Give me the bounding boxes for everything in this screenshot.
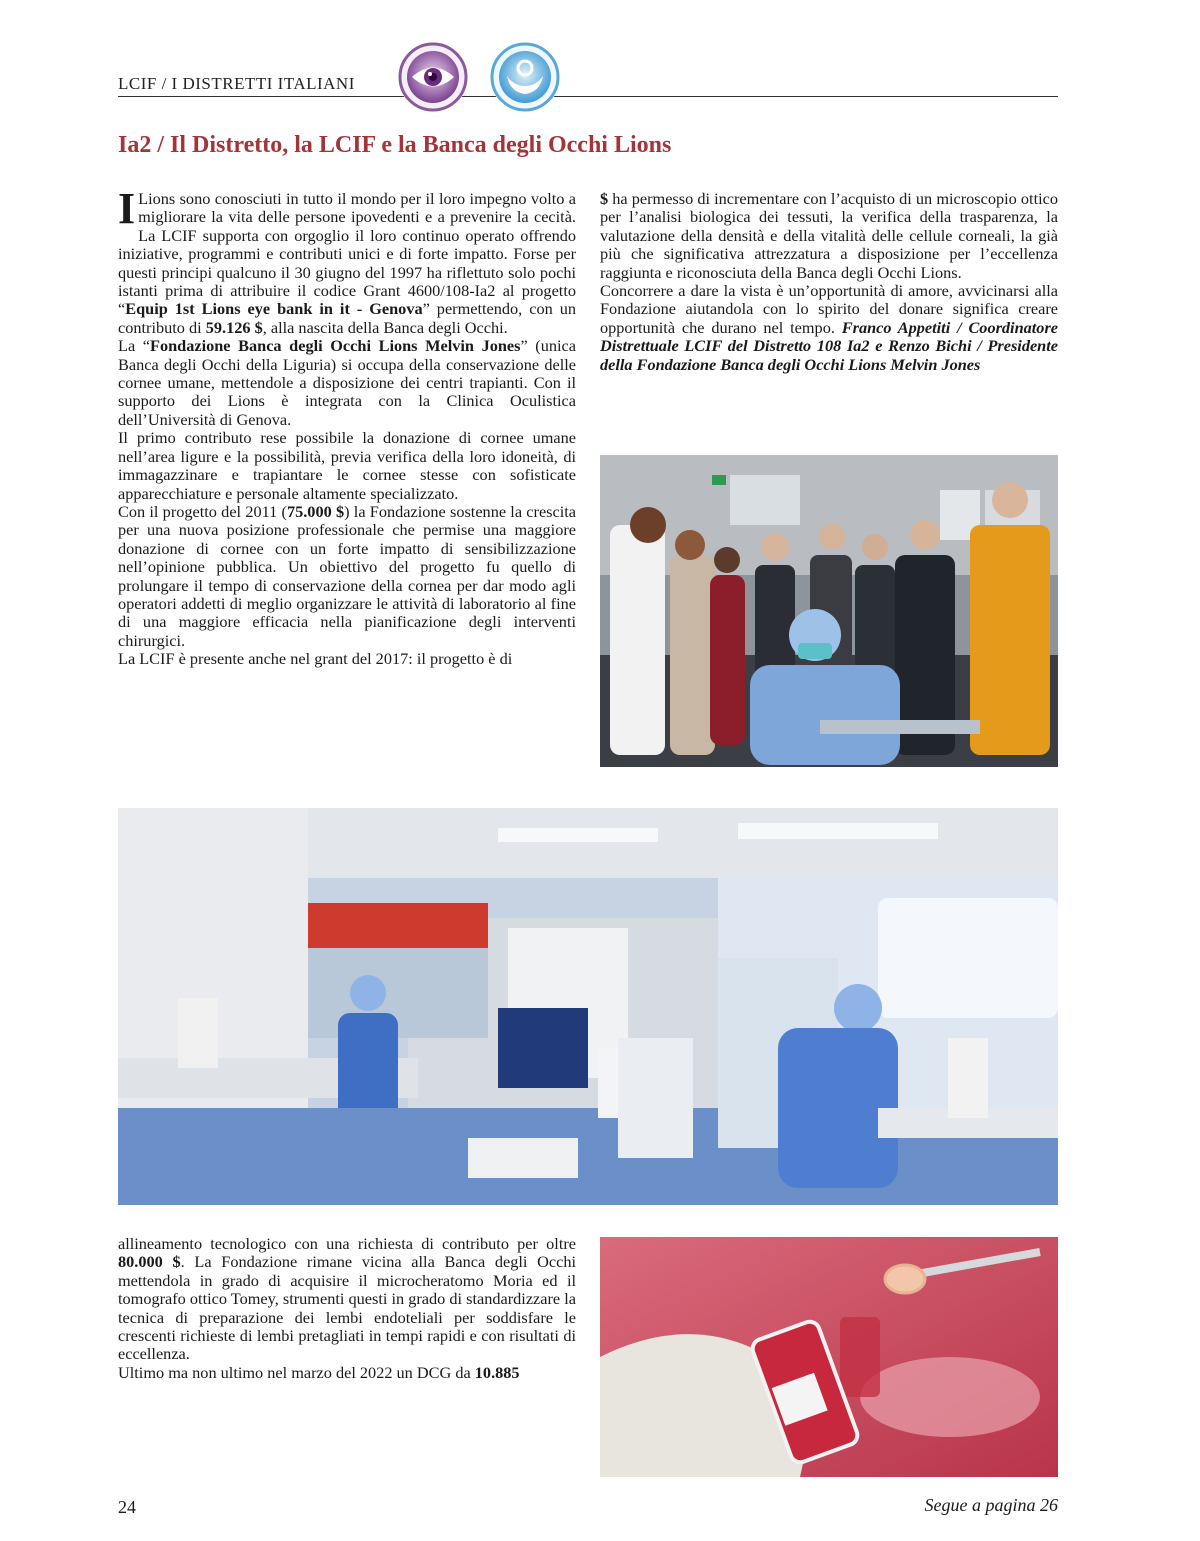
amount: 75.000 $ (286, 501, 345, 521)
photo-lab-visit (600, 455, 1058, 767)
paragraph-dcg-2022 (118, 1364, 576, 1382)
paragraph-alignment (118, 1235, 576, 1364)
photo-eye-bank-laboratory (118, 808, 1058, 1205)
page-header (118, 38, 1058, 108)
paragraph-conclusion (600, 282, 1058, 374)
left-column-top (118, 184, 577, 669)
text: ha permesso di incrementare con l’acquisto di un microscopio ottico per l’analisi biologica dei tessuti, la verifica della trasparenza, la valutazione della densità e della vitalità delle cellule corneali, la già più che significativa attrezzatura a disposizione per l’eccellenza raggiunta e riconosciuta della Banca degli Occhi Lions. (600, 189, 1058, 282)
paragraph-grant-2017: La LCIF è presente anche nel grant del 2017: il progetto è di (118, 649, 513, 669)
text: Concorrere a dare la vista è un’opportunità di amore, avvicinarsi alla Fondazione aiutandola con lo spirito del donare significa creare opportunità che durano nel tempo. (600, 281, 1058, 337)
continuation-note: Segue a pagina 26 (924, 1495, 1058, 1515)
hands-logo-icon (490, 42, 560, 112)
text: ) la Fondazione sostenne la crescita per una nuova posizione professionale che permise una maggiore donazione di cornee con un forte impatto di sensibilizzazione nell’opinione pubblica. Un obiettivo del progetto fu quello di prolungare il tempo di conservazione della cornea per dar modo agli operatori addetti di meglio organizzare le attività di laboratorio al fine di una maggiore efficacia nella pianificazione degli interventi chirurgici. (118, 501, 577, 650)
text: Con il progetto del 2011 ( (118, 501, 287, 521)
paragraph-intro (118, 184, 576, 337)
text: ” (unica Banca degli Occhi della Liguria) si occupa della conservazione delle cornee umane, mettendole a disposizione dei centri trapianti. Con il supporto dei Lions è integrata con la Clinica Oculistica dell’Università di Genova. (118, 336, 576, 429)
paragraph-microscope (600, 190, 1058, 282)
text: ” permettendo, con un contributo di (118, 299, 576, 337)
paragraph-project-2011 (118, 503, 576, 650)
foundation-name: Fondazione Banca degli Occhi Lions Melvin Jones (150, 336, 521, 356)
left-column-bottom (118, 1235, 576, 1382)
author-signature: Franco Appetiti / Coordinatore Distrettuale LCIF del Distretto 108 Ia2 e Renzo Bichi / Presidente della Fondazione Banca degli Occhi Lions Melvin Jones (600, 317, 1059, 374)
eye-logo-icon (398, 42, 468, 112)
section-label: LCIF / I DISTRETTI ITALIANI (118, 74, 355, 93)
article-title: Ia2 / Il Distretto, la LCIF e la Banca degli Occhi Lions (118, 132, 672, 158)
text: Lions sono conosciuti in tutto il mondo per il loro impegno volto a migliorare la vita delle persone ipovedenti e a prevenire la cecità. La LCIF supporta con orgoglio il loro continuo operato offrendo iniziative, programmi e contributi unici e di forte impatto. Forse per questi principi qualcuno il 30 giugno del 1997 ha riflettuto solo pochi istanti prima di attribuire il codice Grant 4600/108-Ia2 al progetto “ (118, 189, 576, 319)
drop-cap: I (118, 184, 136, 233)
photo-cornea-vial (600, 1237, 1058, 1477)
header-rule (118, 96, 1058, 97)
paragraph-first-contribution: Il primo contributo rese possibile la donazione di cornee umane nell’area ligure e la possibilità, previa verifica della loro idoneità, di immagazzinare e trapiantare le cornee stesse con sofisticate apparecchiature e personale altamente specializzato. (118, 428, 576, 503)
text: , alla nascita della Banca degli Occhi. (262, 317, 508, 337)
amount: 59.126 $ (205, 317, 263, 337)
amount: 80.000 $ (118, 1252, 181, 1272)
text: allineamento tecnologico con una richiesta di contributo per oltre (118, 1234, 576, 1253)
right-column-top (600, 190, 1058, 374)
project-name: Equip 1st Lions eye bank in it - Genova (125, 299, 423, 319)
page-number: 24 (118, 1497, 136, 1517)
currency: $ (600, 189, 609, 208)
text: . La Fondazione rimane vicina alla Banca degli Occhi mettendola in grado di acquisire il microcheratomo Moria ed il tomografo ottico Tomey, strumenti questi in grado di standardizzare la tecnica di preparazione dei lembi endoteliali per soddisfare le crescenti richieste di lembi pretagliati in tempi rapidi e con risultati di eccellenza. (118, 1252, 577, 1364)
text: La “ (118, 336, 151, 356)
paragraph-fondazione (118, 337, 576, 429)
text: Ultimo ma non ultimo nel marzo del 2022 un DCG da (118, 1362, 475, 1382)
amount: 10.885 (474, 1362, 520, 1382)
